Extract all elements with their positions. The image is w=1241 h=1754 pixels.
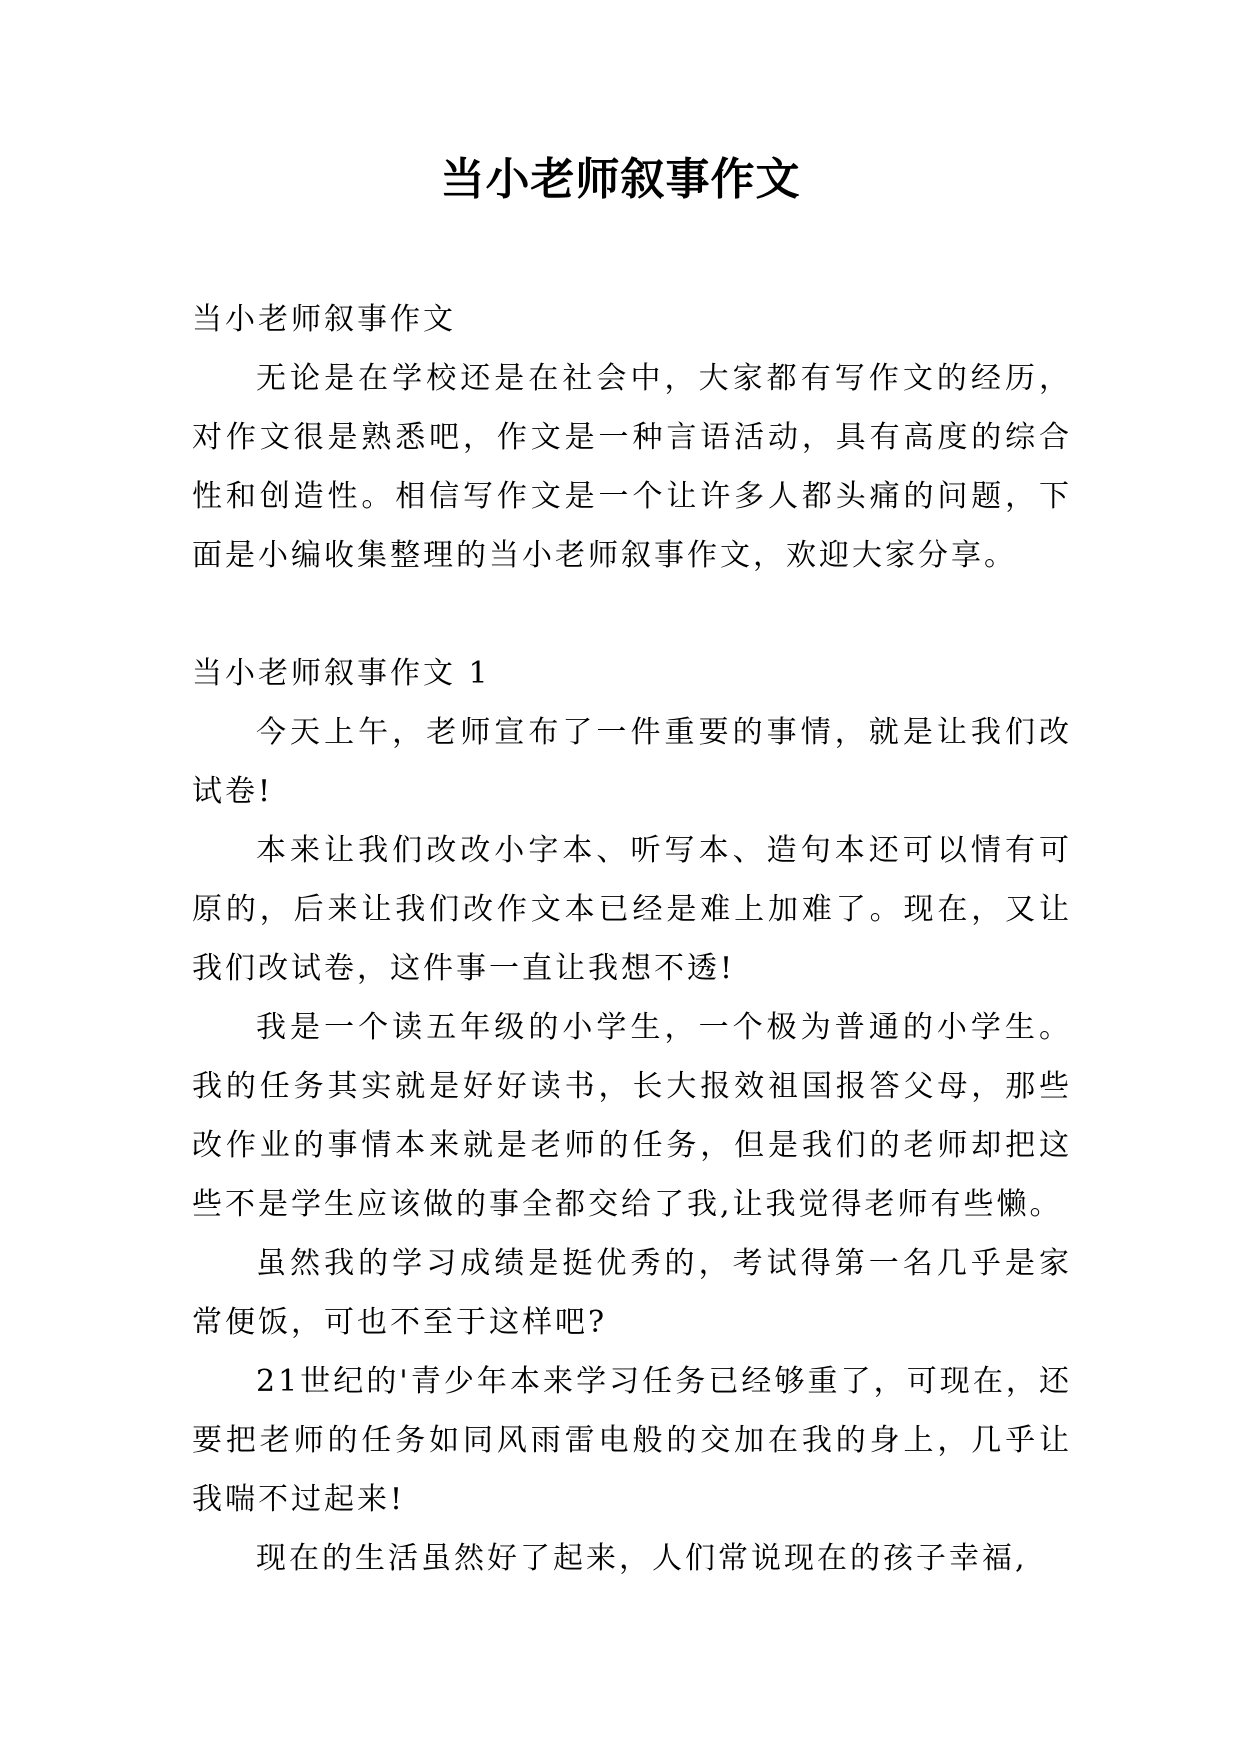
paragraph-4: 虽然我的学习成绩是挺优秀的，考试得第一名几乎是家常便饭，可也不至于这样吧?	[192, 1246, 1072, 1340]
paragraph-1: 今天上午，老师宣布了一件重要的事情，就是让我们改试卷!	[192, 715, 1072, 809]
document-title: 当小老师叙事作文	[440, 154, 801, 205]
intro-paragraph: 无论是在学校还是在社会中，大家都有写作文的经历，对作文很是熟悉吧，作文是一种言语活动，具有高度的综合性和创造性。相信写作文是一个让许多人都头痛的问题，下面是小编收集整理的当小老师叙事作文，欢迎大家分享。	[192, 361, 1072, 573]
section-heading: 当小老师叙事作文 1	[192, 656, 491, 691]
document-subtitle: 当小老师叙事作文	[192, 302, 456, 337]
paragraph-3: 我是一个读五年级的小学生，一个极为普通的小学生。我的任务其实就是好好读书，长大报效祖国报答父母，那些改作业的事情本来就是老师的任务，但是我们的老师却把这些不是学生应该做的事全都交给了我,让我觉得老师有些懒。	[192, 1010, 1072, 1222]
paragraph-2: 本来让我们改改小字本、听写本、造句本还可以情有可原的，后来让我们改作文本已经是难上加难了。现在，又让我们改试卷，这件事一直让我想不透!	[192, 833, 1072, 986]
document-body	[192, 290, 1072, 1588]
paragraph-6: 现在的生活虽然好了起来，人们常说现在的孩子幸福,	[256, 1541, 1028, 1576]
section-spacer	[192, 585, 1072, 644]
paragraph-5: 21世纪的'青少年本来学习任务已经够重了，可现在，还要把老师的任务如同风雨雷电般的交加在我的身上，几乎让我喘不过起来!	[192, 1364, 1072, 1517]
